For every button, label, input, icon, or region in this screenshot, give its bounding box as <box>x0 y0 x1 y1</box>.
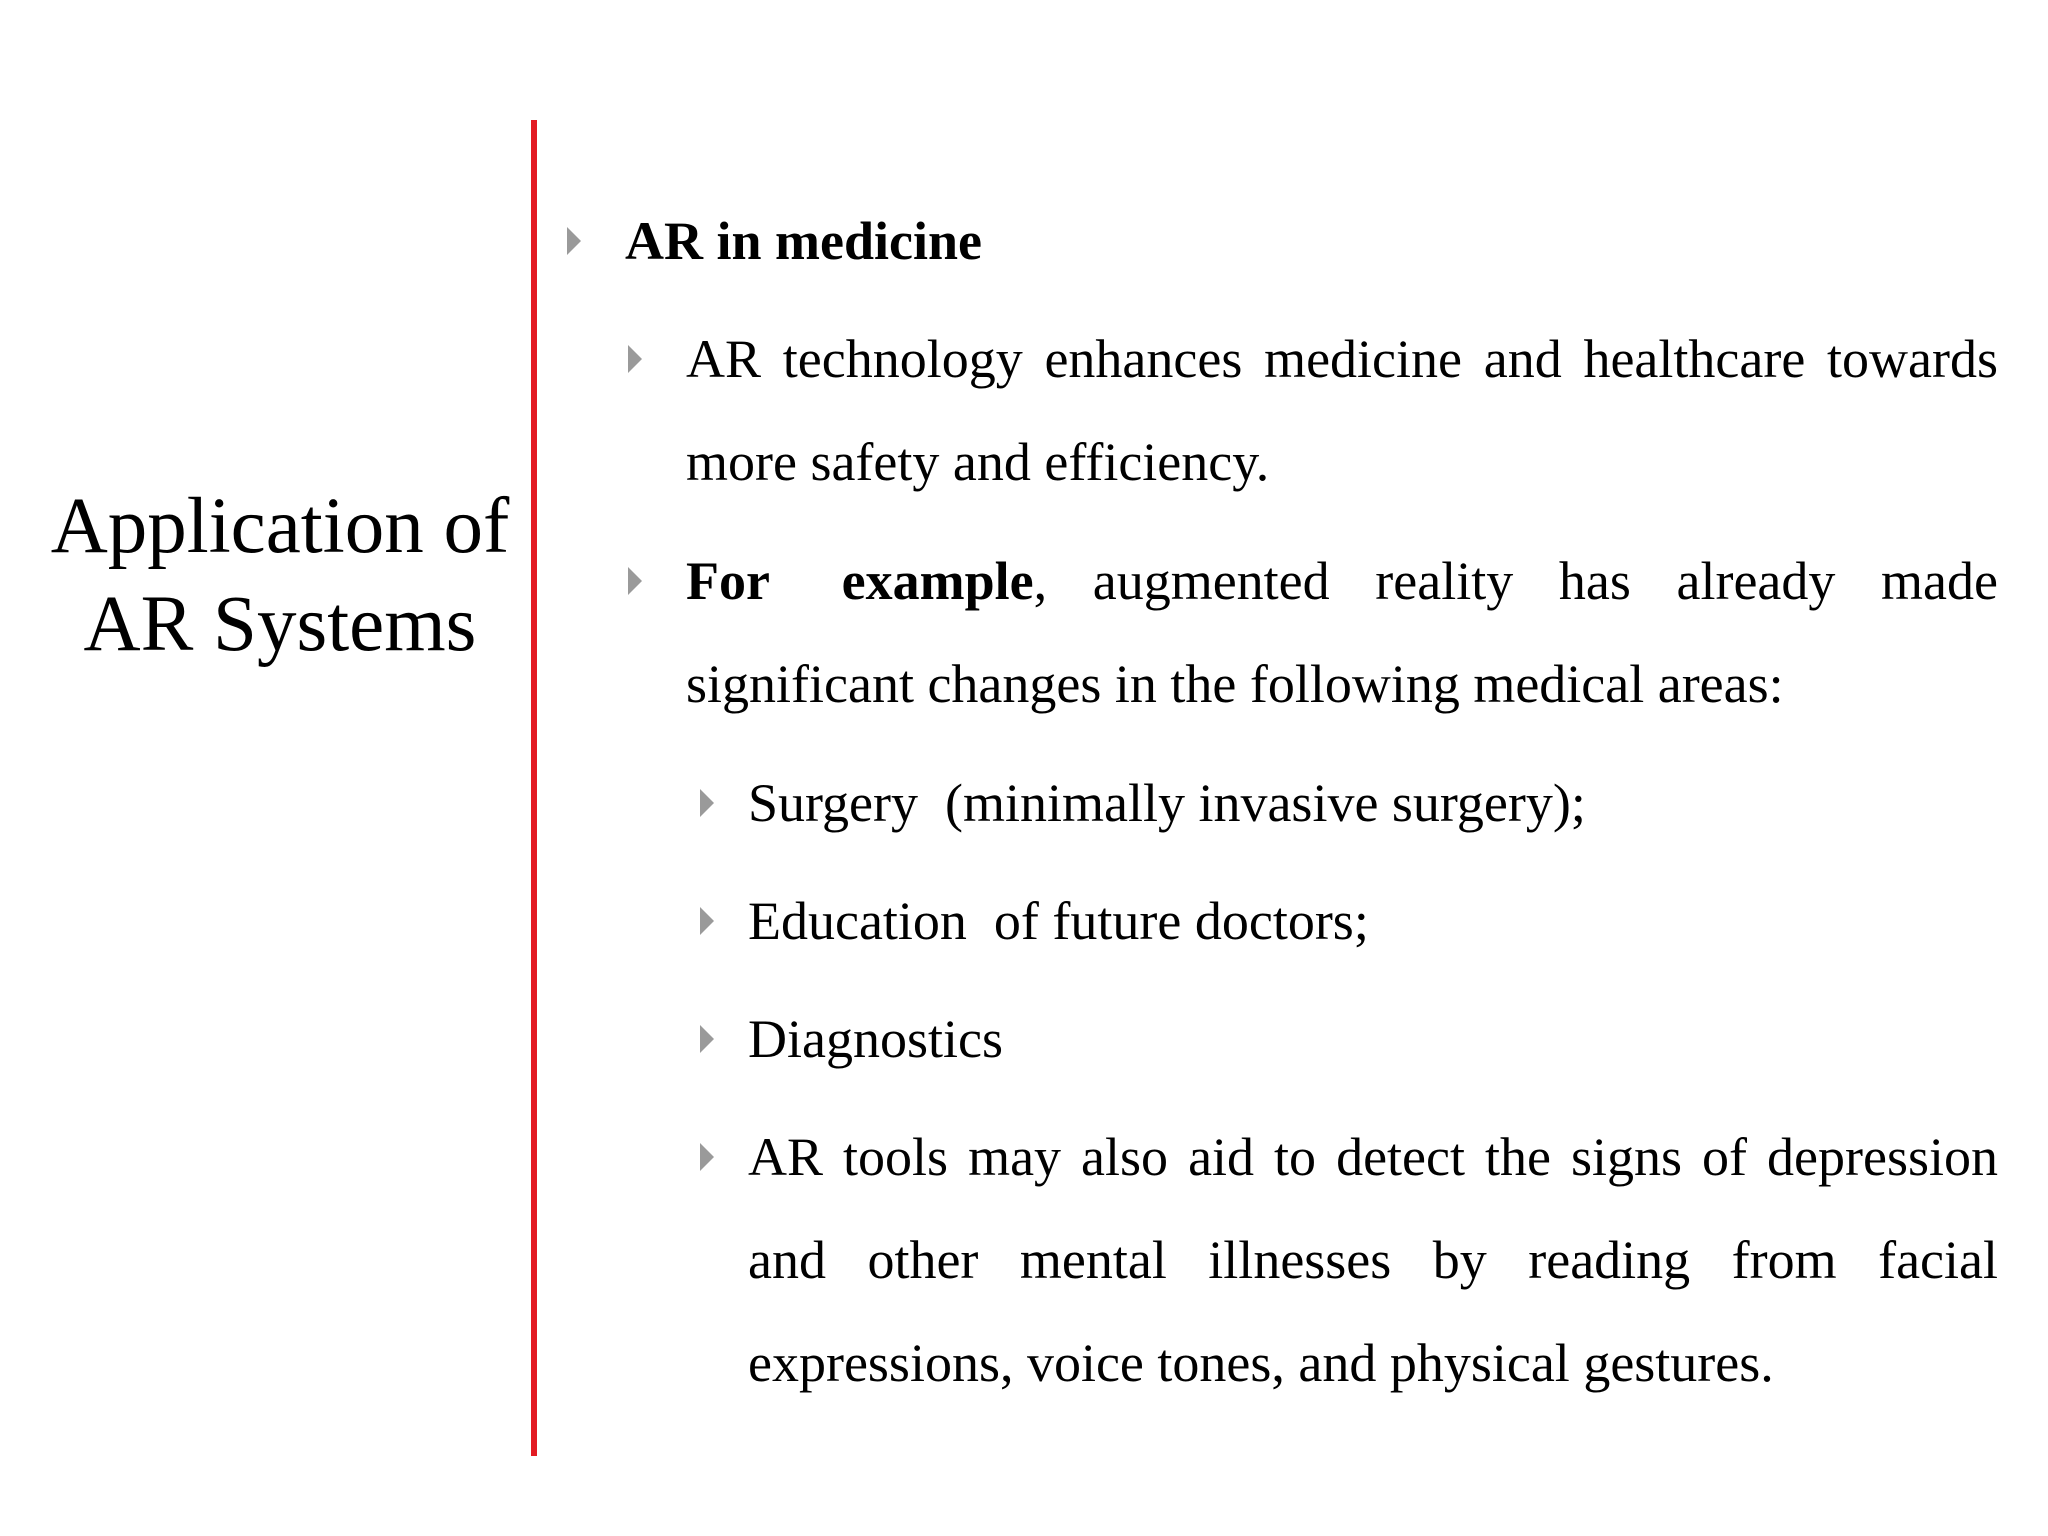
title-line-1: Application of <box>50 483 510 570</box>
sub-bullet-diagnostics <box>748 988 1998 1091</box>
example-bold-text: For example <box>686 551 1034 611</box>
diagnostics-text: Diagnostics <box>748 1009 1003 1069</box>
heading-text: AR in medicine <box>625 211 982 271</box>
example-text <box>686 530 1998 736</box>
bullet-technology <box>686 308 1998 514</box>
bullet-arrow-icon <box>700 1143 714 1171</box>
example-rest-text: , augmented reality has already made significant changes in the following medical areas: <box>686 551 1998 714</box>
sub-bullet-education <box>748 870 1998 973</box>
bullet-heading <box>625 190 1998 293</box>
surgery-text: Surgery (minimally invasive surgery); <box>748 773 1586 833</box>
title-line-2: AR Systems <box>83 581 477 668</box>
bullet-example <box>686 530 1998 736</box>
ar-tools-text: AR tools may also aid to detect the signs of depression and other mental illnesses by reading from facial expressions, voice tones, and physical gestures. <box>748 1127 1998 1393</box>
slide-title <box>20 478 540 674</box>
bullet-arrow-icon <box>700 1025 714 1053</box>
technology-text: AR technology enhances medicine and healthcare towards more safety and efficiency. <box>686 329 1998 492</box>
sub-bullet-surgery <box>748 752 1998 855</box>
bullet-arrow-icon <box>567 227 581 255</box>
sub-bullet-ar-tools <box>748 1106 1998 1415</box>
bullet-arrow-icon <box>628 345 642 373</box>
bullet-arrow-icon <box>700 907 714 935</box>
education-text: Education of future doctors; <box>748 891 1369 951</box>
vertical-divider <box>531 120 537 1456</box>
bullet-arrow-icon <box>700 789 714 817</box>
bullet-arrow-icon <box>628 567 642 595</box>
